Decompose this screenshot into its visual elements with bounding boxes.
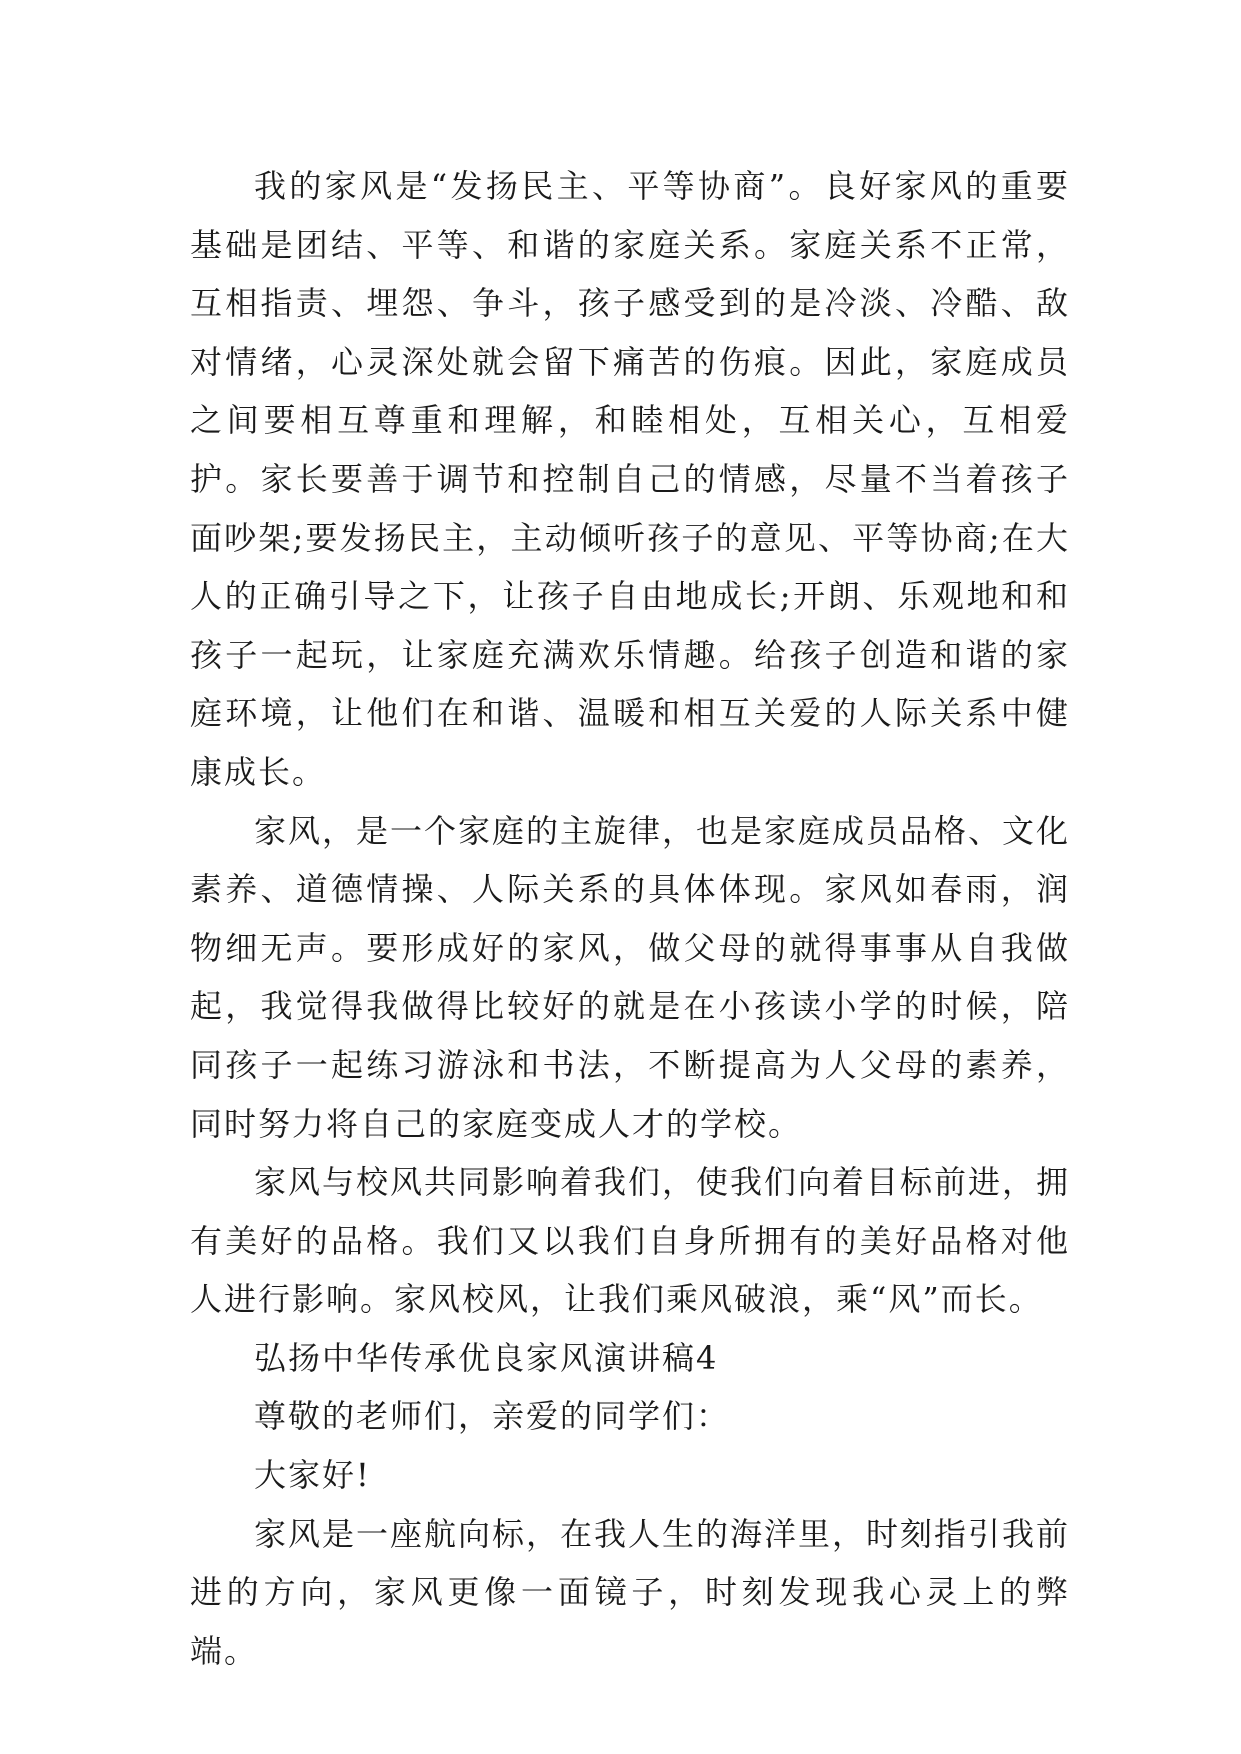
- speech-salutation: 尊敬的老师们，亲爱的同学们：: [254, 1397, 731, 1436]
- paragraph-family-style-democracy: 我的家风是“发扬民主、平等协商”。良好家风的重要基础是团结、平等、和谐的家庭关系。家庭关系不正常，互相指责、埋怨、争斗，孩子感受到的是冷淡、冷酷、敌对情绪，心灵深处就会留下痛苦的伤痕。因此，家庭成员之间要相互尊重和理解，和睦相处，互相关心，互相爱护。家长要善于调节和控制自己的情感，尽量不当着孩子面吵架;要发扬民主，主动倾听孩子的意见、平等协商;在大人的正确引导之下，让孩子自由地成长;开朗、乐观地和和孩子一起玩，让家庭充满欢乐情趣。给孩子创造和谐的家庭环境，让他们在和谐、温暖和相互关爱的人际关系中健康成长。: [190, 167, 1070, 791]
- paragraph-family-style-theme: 家风，是一个家庭的主旋律，也是家庭成员品格、文化素养、道德情操、人际关系的具体体现。家风如春雨，润物细无声。要形成好的家风，做父母的就得事事从自我做起，我觉得我做得比较好的就是在小孩读小学的时候，陪同孩子一起练习游泳和书法，不断提高为人父母的素养，同时努力将自己的家庭变成人才的学校。: [190, 811, 1071, 1143]
- speech-greeting: 大家好!: [254, 1456, 371, 1495]
- document-body: [190, 157, 1070, 1680]
- paragraph-family-style-beacon: 家风是一座航向标，在我人生的海洋里，时刻指引我前进的方向，家风更像一面镜子，时刻发现我心灵上的弊端。: [190, 1514, 1071, 1670]
- speech-title: 弘扬中华传承优良家风演讲稿4: [254, 1338, 719, 1377]
- paragraph-family-and-school-style: 家风与校风共同影响着我们，使我们向着目标前进，拥有美好的品格。我们又以我们自身所拥有的美好品格对他人进行影响。家风校风，让我们乘风破浪，乘“风”而长。: [190, 1163, 1071, 1319]
